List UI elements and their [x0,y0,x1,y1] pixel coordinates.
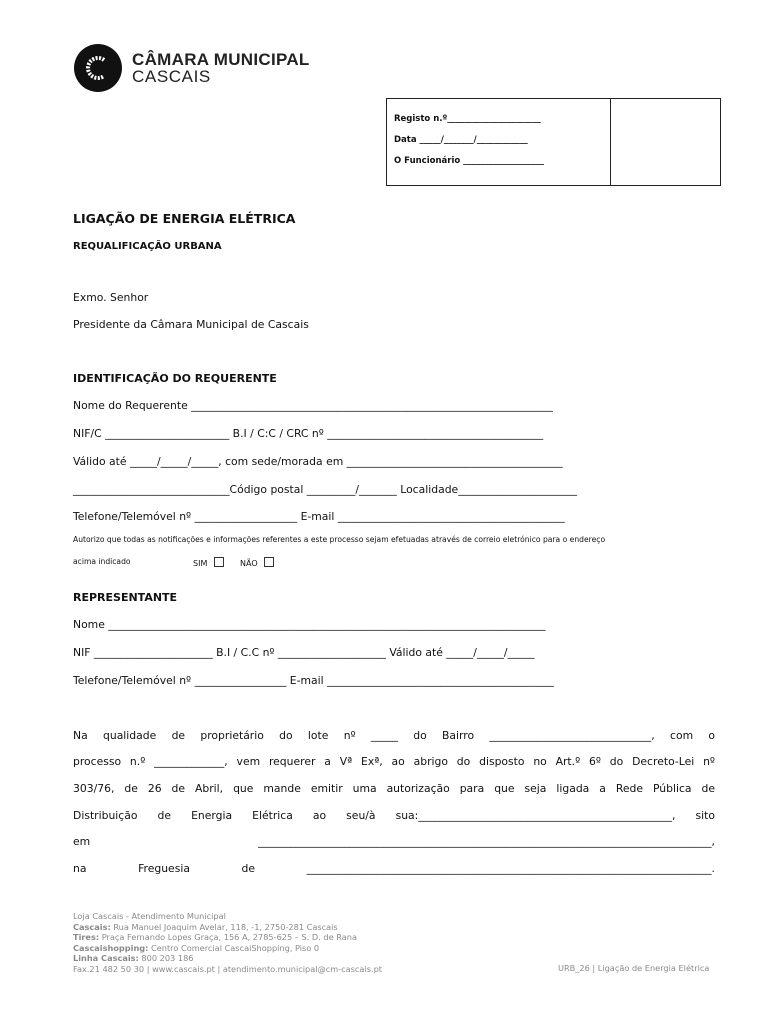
section-representante-heading: REPRESENTANTE [73,591,178,604]
option-sim [193,557,224,568]
footer-shopping-label: Cascaishopping: [73,942,149,953]
requerente-nome-field[interactable]: Nome do Requerente ___________________________________________________________________ [73,399,553,412]
brand-city: CASCAIS [132,67,211,86]
registration-box [386,98,721,186]
requerente-codigo-postal-field[interactable]: _____________________________Código postal _________/_______ Localidade______________________ [73,483,577,496]
nao-checkbox[interactable] [264,557,274,567]
representante-telefone-field[interactable]: Telefone/Telemóvel nº _________________ E-mail __________________________________________ [73,674,554,687]
registration-box-divider [610,99,611,185]
footer-shopping-address: Centro Comercial CascaiShopping, Piso 0 [148,942,320,953]
document-title: LIGAÇÃO DE ENERGIA ELÉTRICA [73,211,296,226]
registo-numero-field[interactable]: Registo n.º______________________ [394,114,541,124]
requerente-valido-field[interactable]: Válido até _____/_____/_____, com sede/morada em ________________________________________ [73,455,563,468]
brand-name: CÂMARA MUNICIPAL [132,50,310,69]
footer-linha-label: Linha Cascais: [73,953,139,963]
requerente-nif-field[interactable]: NIF/C _______________________ B.I / C:C / CRC nº ________________________________________ [73,427,544,440]
registo-funcionario-field[interactable]: O Funcionário ___________________ [394,156,544,166]
body-line-1[interactable]: Na qualidade de proprietário do lote nº _____ do Bairro ______________________________, com o [73,729,715,742]
autorizo-text: Autorizo que todas as notificações e informações referentes a este processo sejam efetuadas através de correio eletrónico para o endereço [73,535,606,544]
logo-c-icon [86,55,110,81]
sim-checkbox[interactable] [214,557,224,567]
footer-shopping [73,943,382,954]
representante-nif-field[interactable]: NIF ______________________ B.I / C.C nº ____________________ Válido até _____/_____/_____ [73,646,535,659]
footer-cascais-label: Cascais: [73,921,111,932]
option-nao [240,557,274,568]
footer-cascais [73,922,382,933]
nao-label: NÃO [240,559,258,568]
footer-address-block [73,911,382,974]
footer-linha-number: 800 203 186 [138,953,194,963]
autorizo-text-cont: acima indicado [73,557,131,566]
footer-contacts: Fax.21 482 50 30 | www.cascais.pt | atendimento.municipal@cm-cascais.pt [73,963,383,974]
footer-cascais-address: Rua Manuel Joaquim Avelar, 118, -1, 2750-281 Cascais [110,921,338,932]
camara-logo [74,44,122,92]
addressee: Presidente da Câmara Municipal de Cascais [73,318,309,331]
footer-tires [73,932,382,943]
body-line-3: 303/76, de 26 de Abril, que mande emitir uma autorização para que seja ligada a Rede Pública de [73,782,715,795]
body-line-6[interactable]: na Freguesia de ___________________________________________________________________________. [73,862,715,875]
body-line-2[interactable]: processo n.º _____________, vem requerer a Vª Exª, ao abrigo do disposto no Art.º 6º do Decreto-Lei nº [73,755,715,768]
footer-tires-address: Praça Fernando Lopes Graça, 156 A, 2785-625 – S. D. de Rana [99,932,357,942]
footer-loja: Loja Cascais - Atendimento Municipal [73,911,226,921]
body-line-4[interactable]: Distribuição de Energia Elétrica ao seu/à sua:_______________________________________________, sito [73,809,715,822]
footer-linha [73,953,382,964]
section-requerente-heading: IDENTIFICAÇÃO DO REQUERENTE [73,372,277,385]
footer-tires-label: Tires: [73,932,100,942]
footer-document-ref: URB_26 | Ligação de Energia Elétrica [558,963,710,973]
representante-nome-field[interactable]: Nome _________________________________________________________________________________ [73,618,546,631]
salutation: Exmo. Senhor [73,291,149,304]
document-subtitle: REQUALIFICAÇÃO URBANA [73,241,222,252]
registo-data-field[interactable]: Data _____/_______/____________ [394,135,528,145]
body-line-5[interactable]: em ____________________________________________________________________________________, [73,835,715,848]
requerente-telefone-field[interactable]: Telefone/Telemóvel nº ___________________ E-mail __________________________________________ [73,510,565,523]
sim-label: SIM [193,559,208,568]
